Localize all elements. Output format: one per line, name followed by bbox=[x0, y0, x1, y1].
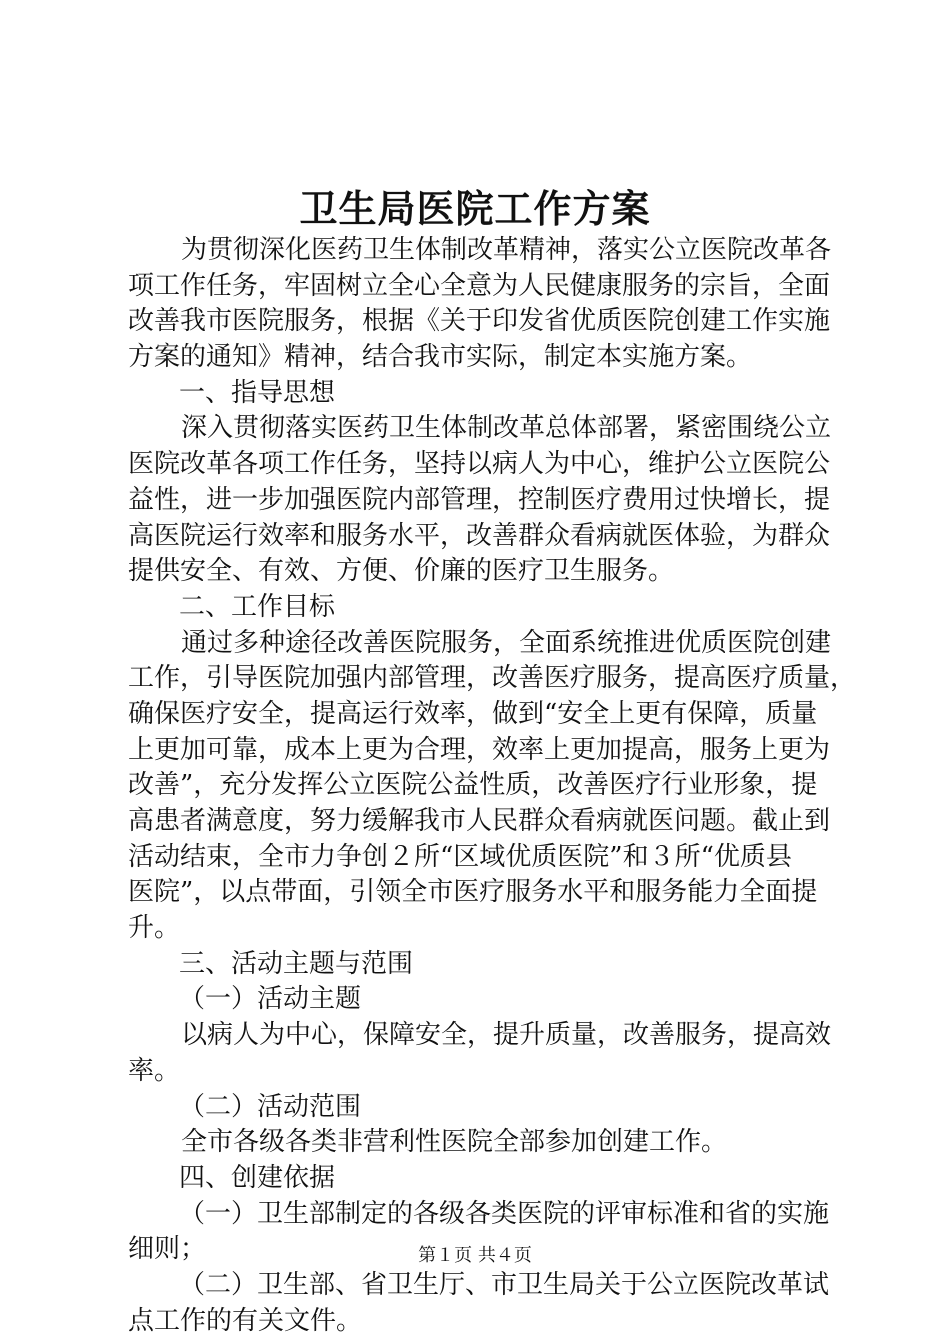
section-heading-3: 三、活动主题与范围 bbox=[179, 948, 414, 979]
basis-item-1-line: 细则； bbox=[128, 1234, 207, 1265]
document-title: 卫生局医院工作方案 bbox=[299, 186, 651, 231]
document-body bbox=[128, 233, 857, 1339]
paragraph-intro-line: 项工作任务，牢固树立全心全意为人民健康服务的宗旨，全面 bbox=[128, 270, 831, 301]
paragraph-scope-line: 全市各级各类非营利性医院全部参加创建工作。 bbox=[181, 1127, 728, 1158]
subsection-heading-theme: （一）活动主题 bbox=[179, 984, 362, 1015]
paragraph-intro-line: 改善我市医院服务，根据《关于印发省优质医院创建工作实施 bbox=[128, 306, 831, 337]
paragraph-goals-line: 通过多种途径改善医院服务，全面系统推进优质医院创建 bbox=[181, 627, 832, 658]
paragraph-theme-line: 以病人为中心，保障安全，提升质量，改善服务，提高效 bbox=[181, 1020, 832, 1051]
paragraph-goals-line: 上更加可靠，成本上更为合理，效率上更加提高，服务上更为 bbox=[128, 734, 831, 765]
paragraph-goals-line: 改善”，充分发挥公立医院公益性质，改善医疗行业形象，提 bbox=[128, 770, 818, 801]
paragraph-goals-line: 活动结束，全市力争创２所“区域优质医院”和３所“优质县 bbox=[128, 841, 792, 872]
basis-item-2-line: 点工作的有关文件。 bbox=[128, 1305, 363, 1336]
paragraph-guiding-line: 医院改革各项工作任务，坚持以病人为中心，维护公立医院公 bbox=[128, 449, 831, 480]
paragraph-guiding-line: 高医院运行效率和服务水平，改善群众看病就医体验，为群众 bbox=[128, 520, 831, 551]
page-number-footer: 第１页 共４页 bbox=[418, 1245, 532, 1266]
paragraph-goals-line: 升。 bbox=[128, 913, 181, 944]
section-heading-1: 一、指导思想 bbox=[179, 377, 336, 408]
subsection-heading-scope: （二）活动范围 bbox=[179, 1091, 362, 1122]
paragraph-goals-line: 确保医疗安全，提高运行效率，做到“安全上更有保障，质量 bbox=[128, 698, 818, 729]
paragraph-theme-line: 率。 bbox=[128, 1055, 181, 1086]
basis-item-1-line: （一）卫生部制定的各级各类医院的评审标准和省的实施 bbox=[179, 1198, 830, 1229]
basis-item-2-line: （二）卫生部、省卫生厅、市卫生局关于公立医院改革试 bbox=[179, 1269, 830, 1300]
paragraph-guiding-line: 益性，进一步加强医院内部管理，控制医疗费用过快增长，提 bbox=[128, 484, 831, 515]
paragraph-guiding-line: 深入贯彻落实医药卫生体制改革总体部署，紧密围绕公立 bbox=[181, 413, 832, 444]
paragraph-goals-line: 工作，引导医院加强内部管理，改善医疗服务，提高医疗质量， bbox=[128, 663, 857, 694]
paragraph-guiding-line: 提供安全、有效、方便、价廉的医疗卫生服务。 bbox=[128, 556, 675, 587]
paragraph-intro-line: 方案的通知》精神，结合我市实际，制定本实施方案。 bbox=[128, 342, 753, 373]
paragraph-goals-line: 高患者满意度，努力缓解我市人民群众看病就医问题。截止到 bbox=[128, 806, 831, 836]
section-heading-2: 二、工作目标 bbox=[179, 591, 336, 622]
paragraph-goals-line: 医院”，以点带面，引领全市医疗服务水平和服务能力全面提 bbox=[128, 877, 818, 908]
section-heading-4: 四、创建依据 bbox=[179, 1162, 336, 1193]
paragraph-intro-line: 为贯彻深化医药卫生体制改革精神，落实公立医院改革各 bbox=[181, 235, 832, 265]
